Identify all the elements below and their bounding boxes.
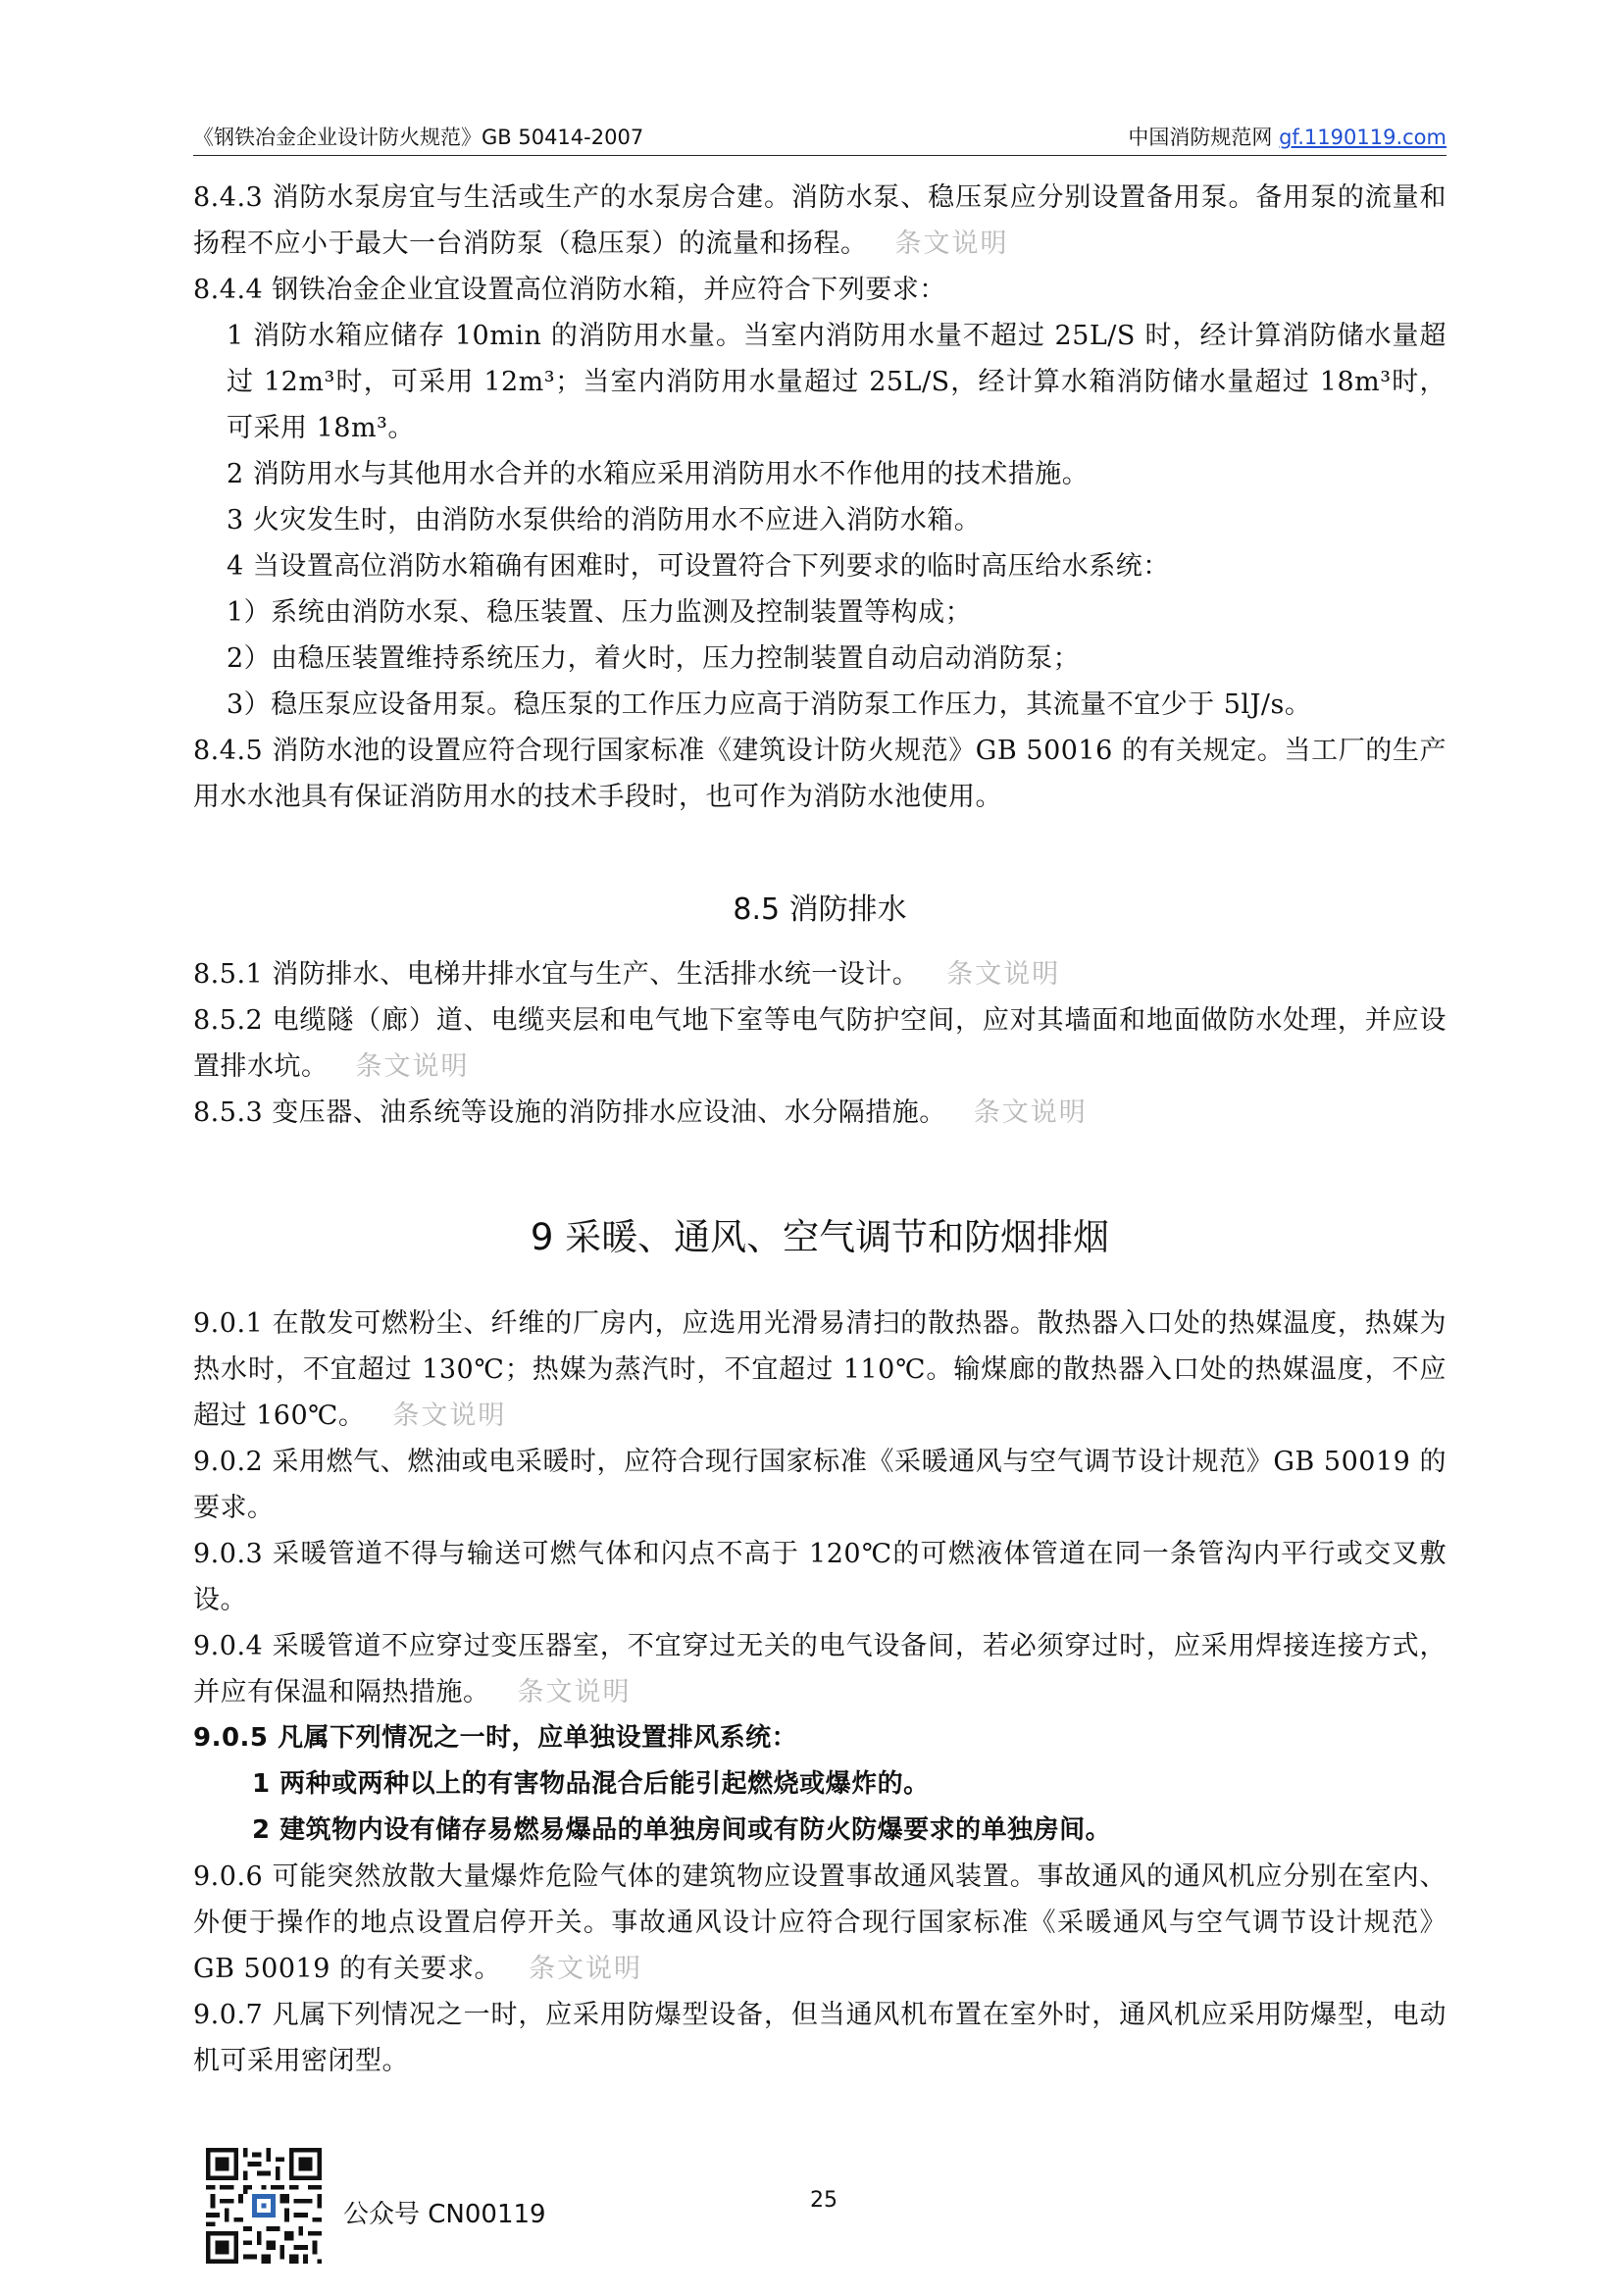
- section-heading-8-5: 8.5 消防排水: [733, 892, 907, 927]
- clause-explanation-link[interactable]: 条文说明: [392, 1401, 507, 1431]
- clause-8-4-4-item-3: 3 火灾发生时，由消防水泵供给的消防用水不应进入消防水箱。: [227, 505, 982, 535]
- clause-9-0-5-item-1: 1 两种或两种以上的有害物品混合后能引起燃烧或爆炸的。: [252, 1769, 930, 1799]
- clause-8-4-3: 8.4.3 消防水泵房宜与生活或生产的水泵房合建。消防水泵、稳压泵应分别设置备用泵。备用泵的流量和扬程不应小于最大一台消防泵（稳压泵）的流量和扬程。 条文说明: [193, 182, 1446, 259]
- wechat-account: 公众号 CN00119: [343, 2200, 546, 2229]
- clause-explanation-link[interactable]: 条文说明: [528, 1954, 642, 1984]
- clause-9-0-3: 9.0.3 采暖管道不得与输送可燃气体和闪点不高于 120℃的可燃液体管道在同一条管沟内平行或交叉敷设。: [193, 1539, 1446, 1615]
- clause-9-0-4: 9.0.4 采暖管道不应穿过变压器室，不宜穿过无关的电气设备间，若必须穿过时，应采用焊接连接方式，并应有保温和隔热措施。 条文说明: [193, 1631, 1446, 1708]
- clause-9-0-1: 9.0.1 在散发可燃粉尘、纤维的厂房内，应选用光滑易清扫的散热器。散热器入口处的热媒温度，热媒为热水时，不宜超过 130℃；热媒为蒸汽时，不宜超过 110℃。输煤廊的散热器入口处的热媒温度，不应超过 160℃。 条文说明: [193, 1308, 1446, 1431]
- clause-8-4-4-item-2: 2 消防用水与其他用水合并的水箱应采用消防用水不作他用的技术措施。: [227, 459, 1090, 489]
- clause-explanation-link[interactable]: 条文说明: [355, 1051, 470, 1082]
- clause-8-4-4-4-sub-1: 1）系统由消防水泵、稳压装置、压力监测及控制装置等构成；: [227, 597, 973, 628]
- clause-8-4-5: 8.4.5 消防水池的设置应符合现行国家标准《建筑设计防火规范》GB 50016 的有关规定。当工厂的生产用水水池具有保证消防用水的技术手段时，也可作为消防水池使用。: [193, 736, 1446, 812]
- site-url-link[interactable]: gf.1190119.com: [1279, 126, 1446, 149]
- page-body: [193, 175, 1446, 2084]
- clause-9-0-7: 9.0.7 凡属下列情况之一时，应采用防爆型设备，但当通风机布置在室外时，通风机应采用防爆型，电动机可采用密闭型。: [193, 2000, 1446, 2076]
- qr-code-icon: [206, 2148, 322, 2264]
- clause-8-5-2: 8.5.2 电缆隧（廊）道、电缆夹层和电气地下室等电气防护空间，应对其墙面和地面做防水处理，并应设置排水坑。 条文说明: [193, 1005, 1446, 1082]
- clause-8-5-3: 8.5.3 变压器、油系统等设施的消防排水应设油、水分隔措施。 条文说明: [193, 1097, 1088, 1128]
- clause-8-5-1: 8.5.1 消防排水、电梯井排水宜与生产、生活排水统一设计。 条文说明: [193, 959, 1061, 990]
- clause-explanation-link[interactable]: 条文说明: [894, 229, 1009, 259]
- page-number: 25: [810, 2188, 837, 2213]
- clause-explanation-link[interactable]: 条文说明: [946, 959, 1061, 990]
- clause-9-0-5: 9.0.5 凡属下列情况之一时，应单独设置排风系统：: [193, 1723, 798, 1753]
- clause-9-0-5-item-2: 2 建筑物内设有储存易燃易爆品的单独房间或有防火防爆要求的单独房间。: [252, 1815, 1112, 1845]
- clause-explanation-link[interactable]: 条文说明: [517, 1677, 632, 1708]
- document-title: 《钢铁冶金企业设计防火规范》GB 50414-2007: [193, 126, 644, 149]
- clause-8-4-4-4-sub-3: 3）稳压泵应设备用泵。稳压泵的工作压力应高于消防泵工作压力，其流量不宜少于 5lJ/s。: [227, 689, 1312, 720]
- clause-explanation-link[interactable]: 条文说明: [973, 1097, 1088, 1128]
- chapter-heading-9: 9 采暖、通风、空气调节和防烟排烟: [530, 1216, 1110, 1258]
- clause-9-0-6: 9.0.6 可能突然放散大量爆炸危险气体的建筑物应设置事故通风装置。事故通风的通风机应分别在室内、外便于操作的地点设置启停开关。事故通风设计应符合现行国家标准《采暖通风与空气调节设计规范》GB 50019 的有关要求。 条文说明: [193, 1861, 1446, 1984]
- clause-9-0-2: 9.0.2 采用燃气、燃油或电采暖时，应符合现行国家标准《采暖通风与空气调节设计规范》GB 50019 的要求。: [193, 1447, 1446, 1523]
- site-info: [1128, 122, 1446, 151]
- site-name: 中国消防规范网: [1128, 126, 1273, 149]
- clause-8-4-4-item-4: 4 当设置高位消防水箱确有困难时，可设置符合下列要求的临时高压给水系统：: [227, 551, 1170, 582]
- clause-8-4-4-4-sub-2: 2）由稳压装置维持系统压力，着火时，压力控制装置自动启动消防泵；: [227, 643, 1081, 674]
- page-header: [193, 116, 1446, 156]
- clause-8-4-4: 8.4.4 钢铁冶金企业宜设置高位消防水箱，并应符合下列要求：: [193, 275, 946, 305]
- clause-8-4-4-item-1: 1 消防水箱应储存 10min 的消防用水量。当室内消防用水量不超过 25L/S 时，经计算消防储水量超过 12m³时，可采用 12m³；当室内消防用水量超过 25L/S，经计算水箱消防储水量超过 18m³时，可采用 18m³。: [227, 321, 1446, 443]
